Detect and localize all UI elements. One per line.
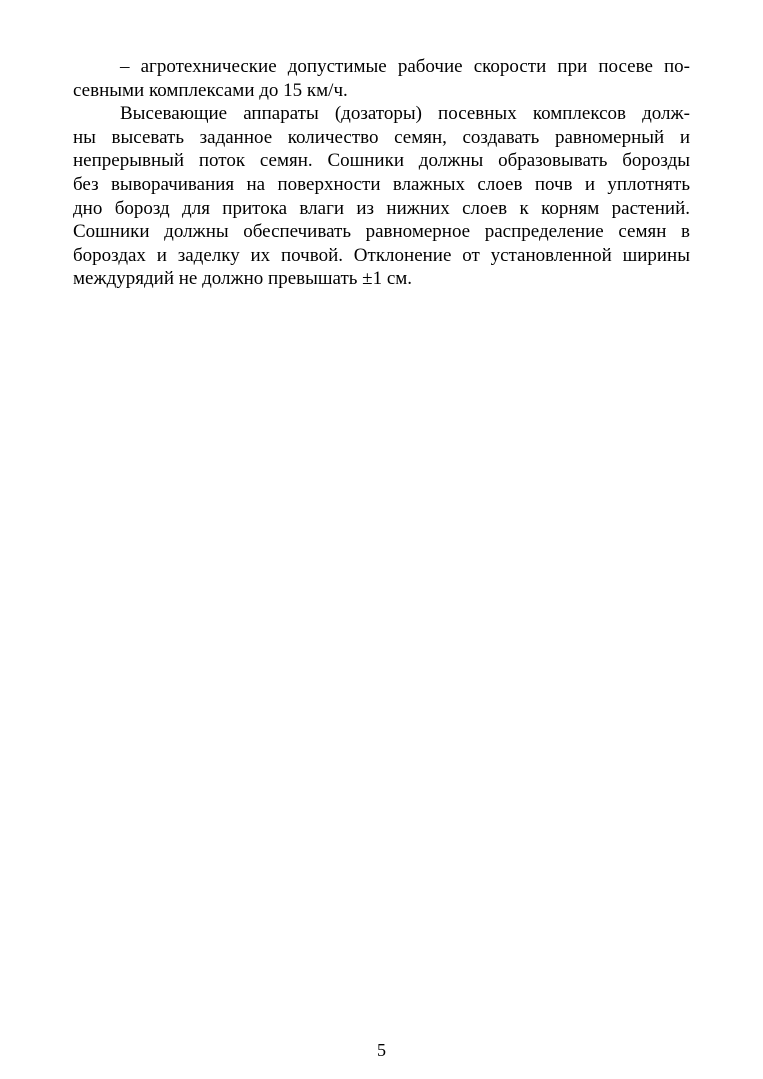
paragraph-speed-requirement: [73, 55, 690, 102]
text-line: Высевающие аппараты (дозаторы) посевных комплексов долж-: [120, 103, 690, 125]
text-line: бороздах и заделку их почвой. Отклонение от установленной ширины: [73, 244, 690, 266]
text-line: без выворачивания на поверхности влажных слоев почв и уплотнять: [73, 173, 690, 195]
text-line: междурядий не должно превышать ±1 см.: [73, 268, 413, 290]
text-line: дно борозд для притока влаги из нижних слоев к корням растений.: [73, 197, 690, 219]
document-body: [73, 55, 690, 291]
text-line: Сошники должны обеспечивать равномерное распределение семян в: [73, 221, 690, 243]
page-number: 5: [377, 1040, 386, 1060]
text-line: непрерывный поток семян. Сошники должны образовывать борозды: [73, 150, 690, 172]
text-line: севными комплексами до 15 км/ч.: [73, 79, 348, 101]
paragraph-seeding-requirements: [73, 102, 690, 291]
text-line: – агротехнические допустимые рабочие скорости при посеве по-: [120, 56, 690, 77]
text-line: ны высевать заданное количество семян, создавать равномерный и: [73, 126, 690, 148]
